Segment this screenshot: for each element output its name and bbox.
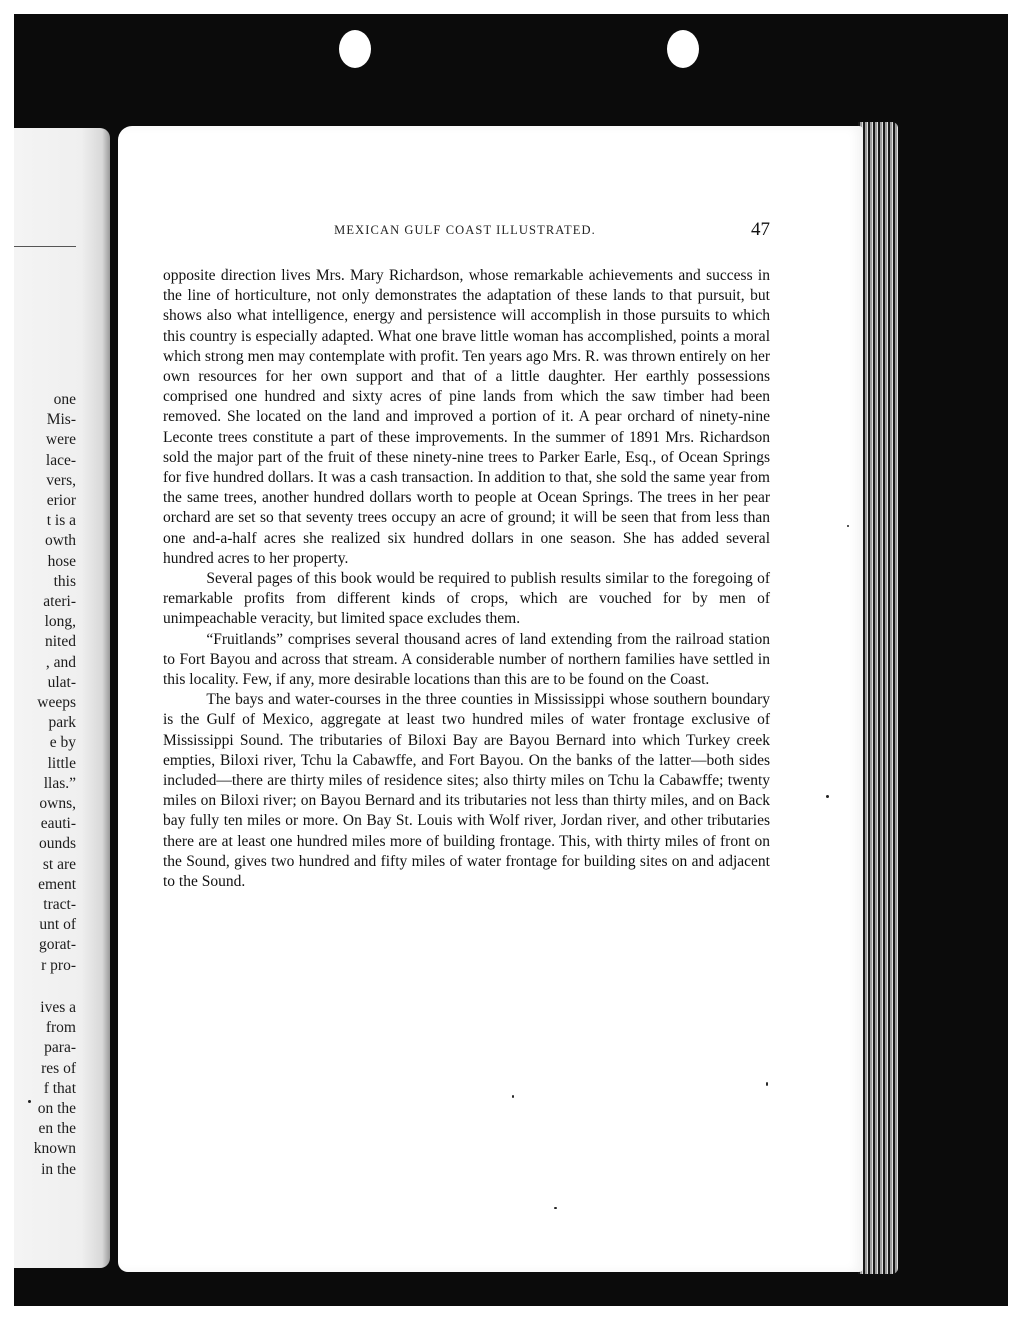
- left-line: long,: [44, 613, 76, 631]
- left-line: were: [45, 431, 76, 449]
- left-line: owns,: [39, 795, 76, 813]
- ink-speck: [512, 1095, 514, 1098]
- left-line: r pro-: [41, 956, 76, 974]
- paragraph: Several pages of this book would be required to publish results similar to the foregoing of remarkable profits from different kinds of crops, which are vouched for by men of unimpeachable veracity, but limited space excludes them.: [163, 570, 770, 628]
- paragraph: “Fruitlands” comprises several thousand acres of land extending from the railroad station to Fort Bayou and across that stream. A considerable number of northern families have settled in this locality. Few, if any, more desirable locations than this are to be found on the Coast.: [163, 630, 770, 689]
- left-line: owth: [45, 532, 76, 550]
- left-line: tract-: [43, 896, 76, 914]
- page-number: 47: [751, 219, 770, 240]
- left-line: ateri-: [43, 593, 76, 611]
- left-line: nited: [45, 633, 76, 651]
- left-line: ement: [38, 875, 76, 893]
- left-line: gorat-: [38, 936, 76, 954]
- paragraph: opposite direction lives Mrs. Mary Richardson, whose remarkable achievements and success in the line of horticulture, not only demonstrates the adaptation of these lands to that pursuit, but shows also what intelligence, energy and persistence will accomplish in those pursuits to which this country is especially adapted. What one brave little woman has accomplished, points a moral which strong men may contemplate with profit. Ten years ago Mrs. R. was thrown entirely on her own resources for her own support and that of a little daughter. Her earthly possessions comprised one hundred and sixty acres of pine lands from which the saw timber had been removed. She located on the land and improved a portion of it. A pear orchard of ninety-nine Leconte trees constitute a part of these improvements. In the summer of 1891 Mrs. Richardson sold the major part of the fruit of these ninety-nine trees to Parker Earle, Esq., of Ocean Springs for five hundred dollars. It was a cash transaction. In addition to that, she sold the same year from the same trees, another hundred dollars worth to people at Ocean Springs. The trees in her pear orchard are set so that seventy trees occupy an acre of ground; it will be seen that from less than one and-a-half acres she realized six hundred dollars in one season. She has added several hundred acres to her property.: [163, 267, 770, 567]
- running-head: [160, 219, 770, 243]
- left-line: weeps: [37, 694, 76, 712]
- ink-speck: [826, 795, 829, 798]
- left-line: eauti-: [40, 815, 76, 833]
- punch-hole-right: [667, 30, 699, 68]
- left-line: e by: [49, 734, 76, 752]
- left-gap: [14, 976, 76, 998]
- left-line: lace-: [45, 451, 76, 469]
- left-line: erior: [46, 492, 76, 510]
- left-page-rule: [14, 246, 76, 247]
- ink-speck: [554, 1207, 557, 1209]
- ink-speck: [847, 525, 849, 527]
- left-line: unt of: [39, 916, 76, 934]
- left-line: f that: [43, 1079, 76, 1097]
- left-line: st are: [42, 855, 76, 873]
- left-line: llas.”: [43, 774, 76, 792]
- left-line: ives a: [40, 998, 76, 1016]
- punch-hole-left: [339, 30, 371, 68]
- left-line: t is a: [46, 512, 76, 530]
- left-line: en the: [38, 1120, 76, 1138]
- left-line: ounds: [38, 835, 76, 853]
- left-line: this: [53, 572, 76, 590]
- running-title: MEXICAN GULF COAST ILLUSTRATED.: [334, 223, 596, 237]
- left-line: ulat-: [47, 673, 76, 691]
- left-line: in the: [41, 1160, 76, 1178]
- left-line: little: [47, 754, 76, 772]
- left-line: hose: [47, 552, 76, 570]
- left-line: park: [48, 714, 76, 732]
- left-line: on the: [37, 1099, 76, 1117]
- left-line: vers,: [46, 471, 76, 489]
- left-line: res of: [41, 1059, 76, 1077]
- left-line: one: [53, 391, 76, 408]
- ink-speck: [766, 1082, 768, 1086]
- page-edges: [858, 122, 898, 1274]
- left-page: [14, 128, 110, 1268]
- left-line: known: [33, 1140, 76, 1158]
- paragraph: The bays and water-courses in the three counties in Mississippi whose southern boundary is the Gulf of Mexico, aggregate at least two hundred miles of water frontage exclusive of Mississippi Sound. The tributaries of Biloxi Bay are Bayou Bernard into which Turkey creek empties, Biloxi river, Tchu la Cabawffe, and Fort Bayou. On the banks of the latter—both sides included—there are thirty miles of residence sites; also thirty miles on Tchu la Cabawffe; twenty miles on Biloxi river; on Bayou Bernard and its tributaries not less than thirty miles, and on Back bay fully ten miles or more. On Bay St. Louis with Wolf river, Jordan river, and other tributaries there are at least one hundred miles more of building frontage. This, with thirty miles of front on the Sound, gives two hundred and fifty miles of water frontage for building sites on and adjacent to the Sound.: [163, 691, 770, 891]
- left-line: para-: [44, 1039, 76, 1057]
- left-line: from: [45, 1019, 76, 1037]
- ink-speck: [28, 1100, 31, 1103]
- left-line: Mis-: [46, 411, 76, 429]
- left-page-text: [14, 390, 76, 1180]
- body-text: [163, 266, 770, 892]
- left-line: , and: [45, 653, 76, 671]
